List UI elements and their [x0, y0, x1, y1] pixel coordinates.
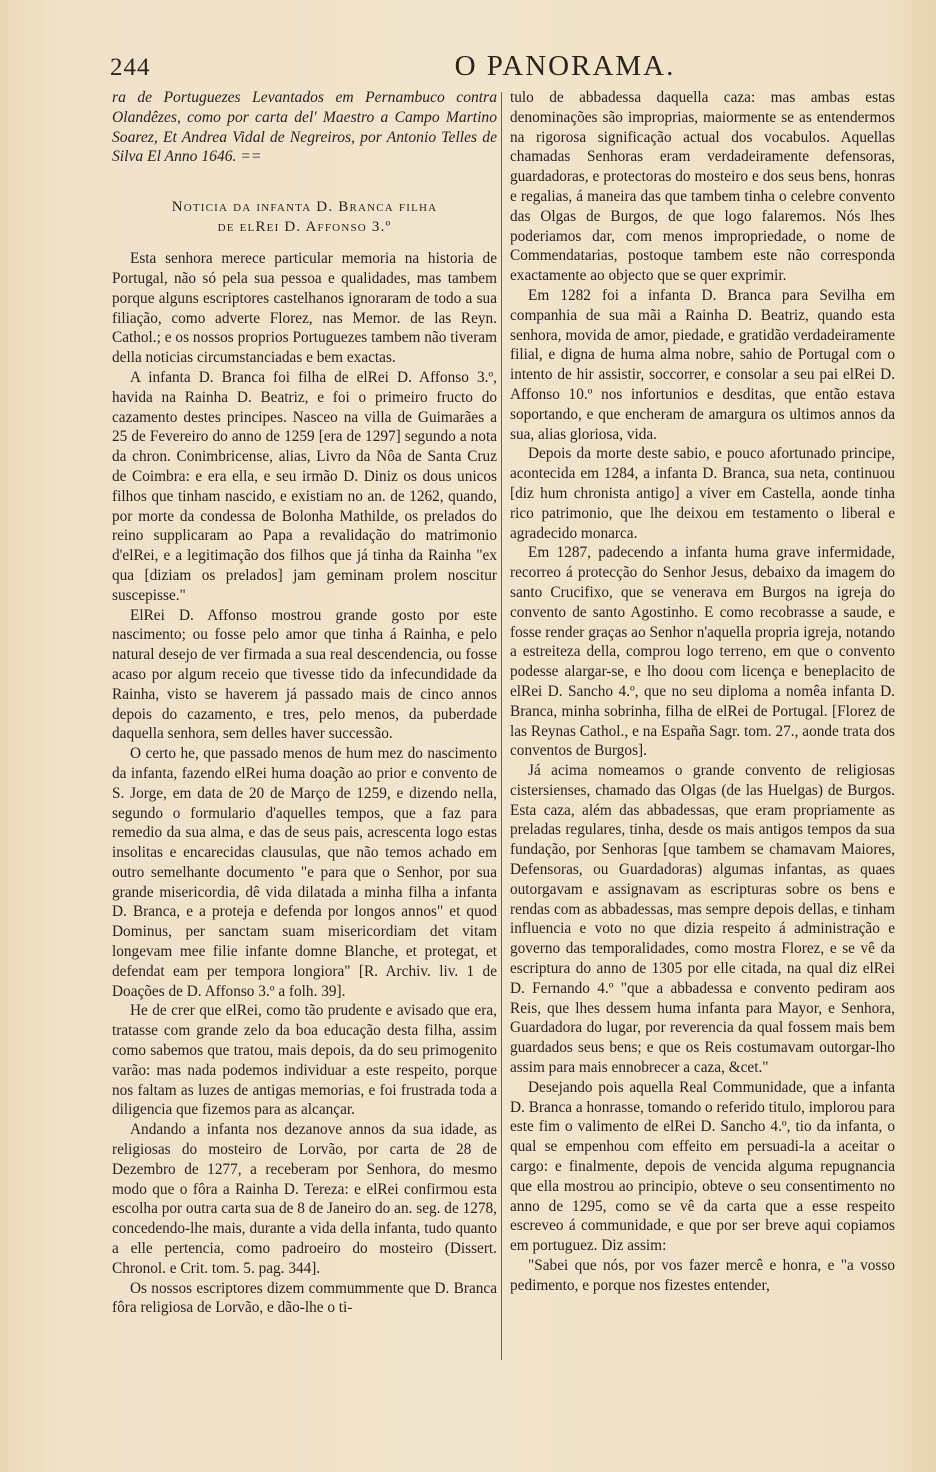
paragraph: tulo de abbadessa daquella caza: mas ambas estas denominações são improprias, maiormente se as entendermos na rigorosa significação actual dos vocabulos. Aquellas chamadas Senhoras eram verdadeiramente defensoras, guardadoras, e protectoras do mosteiro e dos seus bens, honras e regalias, á maneira das que tambem tinha o celebre convento das Olgas de Burgos, de que logo falaremos. Nós lhes poderiamos dar, com menos impropriedade, o nome de Commendatarias, postoque tambem este não corresponda exactamente ao objecto que se quer exprimir.	[510, 89, 895, 285]
paragraph: He de crer que elRei, como tão prudente e avisado que era, tratasse com grande zelo da boa educação desta filha, assim como sabemos que tratou, mais depois, da do seu primogenito varão: mas nada podemos individuar a este respeito, porque nos faltam as luzes de antigas memorias, e foi frustrada toda a diligencia que fizemos para as alcançar.	[112, 1002, 497, 1119]
paragraph: Esta senhora merece particular memoria na historia de Portugal, não só pela sua pessoa e qualidades, mas tambem porque alguns escriptores castelhanos ignoraram de todo a sua filiação, como adverte Florez, nas Memor. de las Reyn. Cathol.; e os nossos proprios Portuguezes tambem não tiveram della noticias circumstanciadas e bem exactas.	[112, 250, 497, 367]
section-heading	[112, 197, 497, 237]
page-number: 244	[110, 54, 151, 81]
journal-title: O PANORAMA.	[454, 50, 676, 82]
section-heading-line-2: de elRei D. Affonso 3.º	[217, 219, 392, 236]
right-column	[510, 88, 895, 1296]
paragraph: Em 1287, padecendo a infanta huma grave infermidade, recorreo á protecção do Senhor Jesus, debaixo da imagem do santo Crucifixo, que se venerava em Burgos na igreja do convento de santo Agostinho. E como recobrasse a saude, e fosse render graças ao Senhor n'aquella propria igreja, notando a estreiteza della, comprou logo terreno, em que o convento podesse alargar-se, e lho doou com licença e beneplacito de elRei D. Sancho 4.º, que no seu diploma a nomêa infanta D. Branca, minha sobrinha, filha de elRei de Portugal. [Florez de las Reynas Cathol., e na España Sagr. tom. 27., aonde trata dos conventos de Burgos].	[510, 544, 895, 760]
paragraph: A infanta D. Branca foi filha de elRei D. Affonso 3.º, havida na Rainha D. Beatriz, e foi o primeiro fructo do cazamento destes principes. Nasceo na villa de Guimarães a 25 de Fevereiro do anno de 1259 [era de 1297] segundo a nota da chron. Conimbricense, alias, Livro da Nôa de Santa Cruz de Coimbra: e era ella, e seu irmão D. Diniz os dous unicos filhos que tinham nascido, e existiam no an. de 1262, quando, por morte da condessa de Bolonha Mathilde, os prelados do reino supplicaram ao Papa a revalidação do matrimonio d'elRei, e a legitimação dos filhos que já tinha da Rainha "ex qua [diziam os prelados] jam geminam prolem noscitur suscepisse."	[112, 368, 497, 604]
paragraph: O certo he, que passado menos de hum mez do nascimento da infanta, fazendo elRei huma doação ao prior e convento de S. Jorge, em data de 20 de Março de 1259, e dizendo nella, segundo o formulario d'aquelles tempos, que a faz para remedio da sua alma, e das de seus pais, acrescenta logo estas insolitas e encarecidas clausulas, que não temos achado em outro semelhante documento "e para que o Senhor, por sua grande misericordia, dê vida dilatada a minha filha a infanta D. Branca, e a proteja e defenda por longos annos" et quod Dominus, per sanctam suam misericordiam det vitam longevam mee filie infante domne Blanche, et protegat, et defendat eam per tempora longiora" [R. Archiv. liv. 1 de Doações de D. Affonso 3.º a folh. 39].	[112, 745, 497, 1000]
paragraph: Já acima nomeamos o grande convento de religiosas cistersienses, chamado das Olgas (de las Huelgas) de Burgos. Esta caza, além das abbadessas, que eram propriamente as preladas regulares, tinha, desde os mais antigos tempos da sua fundação, por Senhoras [que tambem se chamavam Maiores, Defensoras, ou Guardadoras) algumas infantas, as quaes outorgavam e assignavam as escripturas sobre os bens e rendas com as abbadessas, mas sempre depois dellas, e tinham influencia e voto no que dizia respeito á administração e governo das temporalidades, como mostra Florez, e se vê da escriptura do anno de 1305 por elle citada, na qual diz elRei D. Fernando 4.º "que a abbadessa e convento pediram aos Reis, que lhes dessem huma infanta para Mayor, e Senhora, Guardadora do lugar, por reverencia da qual fossem mais bem guardados seus bens; e que os Reis costumavam outorgar-lho assim para mais ennobrecer a caza, &cet."	[510, 762, 895, 1077]
paragraph: Os nossos escriptores dizem commummente que D. Branca fôra religiosa de Lorvão, e dão-lhe o ti-	[112, 1279, 497, 1317]
page-header	[110, 50, 900, 84]
left-column	[112, 88, 497, 1318]
paragraph: "Sabei que nós, por vos fazer mercê e honra, e "a vosso pedimento, e porque nos fizestes entender,	[510, 1257, 895, 1294]
previous-article-ending: ra de Portuguezes Levantados em Pernambuco contra Olandêzes, como por carta del' Maestro a Campo Martino Soarez, Et Andrea Vidal de Negreiros, por Antonio Telles de Silva El Anno 1646. ==	[112, 89, 497, 166]
paragraph: Desejando pois aquella Real Communidade, que a infanta D. Branca a honrasse, tomando o referido titulo, implorou para este fim o valimento de elRei D. Sancho 4.º, tio da infanta, o qual se empenhou com effeito em persuadi-la a aceitar o cargo: e finalmente, depois de vencida alguma repugnancia que ella mostrou ao principio, obteve o seu consentimento no anno de 1295, como se vê da carta que a esse respeito escreveo á communidade, e que por ser breve aqui copiamos em portuguez. Diz assim:	[510, 1078, 895, 1255]
column-divider	[501, 92, 502, 1360]
paragraph: Em 1282 foi a infanta D. Branca para Sevilha em companhia de sua mãi a Rainha D. Beatriz, quando esta senhora, movida de amor, piedade, e gratidão verdadeiramente filial, e digna de huma alma nobre, sahio de Portugal com o intento de hir assistir, soccorrer, e consolar a seu pai elRei D. Affonso 10.º nos infortunios e desditas, que então estava soportando, e que encheram de amargura os ultimos annos da sua, alias gloriosa, vida.	[510, 286, 895, 443]
paragraph: Depois da morte deste sabio, e pouco afortunado principe, acontecida em 1284, a infanta D. Branca, sua neta, continuou [diz hum chronista antigo] a viver em Castella, aonde tinha rico patrimonio, que lhe deixou em testamento o liberal e agradecido monarca.	[510, 445, 895, 542]
paragraph: ElRei D. Affonso mostrou grande gosto por este nascimento; ou fosse pelo amor que tinha á Rainha, e pelo natural desejo de ver firmada a sua real descendencia, ou fosse acaso por algum receio que tivesse tido da infecundidade da Rainha, visto se haverem já passado mais de cinco annos depois do cazamento, e tres, pelo menos, da puberdade daquella senhora, sem delles haver successão.	[112, 606, 497, 743]
section-heading-line-1: Noticia da infanta D. Branca filha	[171, 199, 438, 216]
paragraph: Andando a infanta nos dezanove annos da sua idade, as religiosas do mosteiro de Lorvão, por carta de 28 de Dezembro de 1277, a receberam por Senhora, do mesmo modo que o fôra a Rainha D. Tereza: e elRei confirmou esta escolha por outra carta sua de 8 de Janeiro do an. seg. de 1278, concedendo-lhe mais, durante a vida della infanta, tudo quanto a elle pertencia, como padroeiro do mosteiro (Dissert. Chronol. e Crit. tom. 5. pag. 344].	[112, 1121, 497, 1277]
